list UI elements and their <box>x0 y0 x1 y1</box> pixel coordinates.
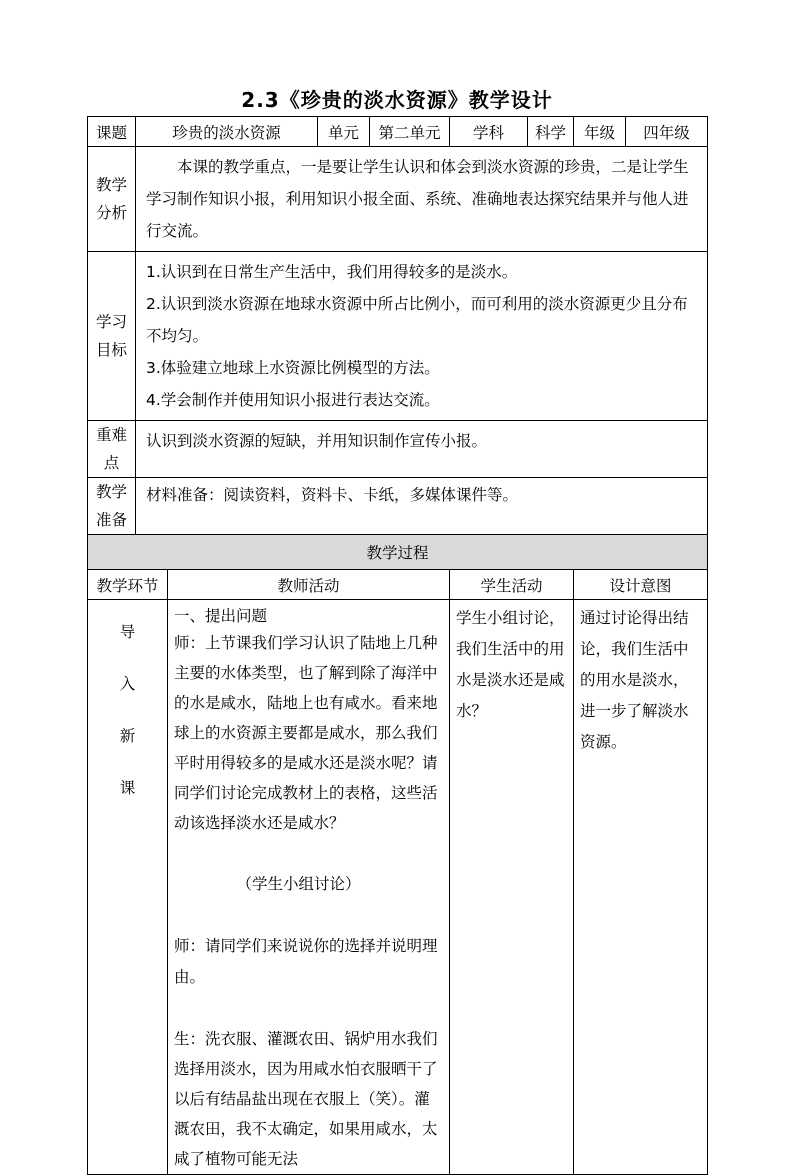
teacher-paragraph: 师：上节课我们学习认识了陆地上几种主要的水体类型，也了解到除了海洋中的水是咸水，陆地上也有咸水。看来地球上的水资源主要都是咸水，那么我们平时用得较多的是咸水还是淡水呢？请同学们讨论完成教材上的表格，这些活动该选择淡水还是咸水？ <box>174 634 438 832</box>
analysis-label-line2: 分析 <box>95 204 127 222</box>
preparation-label-line1: 教学 <box>95 483 127 501</box>
stage-char: 新 <box>119 727 136 745</box>
unit-value: 第二单元 <box>370 117 450 147</box>
preparation-text: 材料准备：阅读资料，资料卡、卡纸，多媒体课件等。 <box>136 478 708 535</box>
design-intent-cell: 通过讨论得出结论，我们生活中的用水是淡水，进一步了解淡水资源。 <box>574 600 708 1175</box>
unit-label: 单元 <box>318 117 370 147</box>
teacher-heading: 一、提出问题 <box>174 607 268 625</box>
process-header-stage: 教学环节 <box>88 570 168 600</box>
student-activity-cell: 学生小组讨论，我们生活中的用水是淡水还是咸水？ <box>450 600 574 1175</box>
stage-char: 入 <box>119 675 136 693</box>
subject-value: 科学 <box>528 117 574 147</box>
subject-label: 学科 <box>450 117 528 147</box>
goal-item: 4.学会制作并使用知识小报进行表达交流。 <box>146 391 440 409</box>
goals-label-line1: 学习 <box>95 313 127 331</box>
analysis-text: 本课的教学重点，一是要让学生认识和体会到淡水资源的珍贵，二是让学生学习制作知识小报，利用知识小报全面、系统、准确地表达探究结果并与他人进行交流。 <box>136 147 708 252</box>
goals-label <box>88 252 136 421</box>
process-header-teacher: 教师活动 <box>168 570 450 600</box>
process-header-student: 学生活动 <box>450 570 574 600</box>
key-points-label-line1: 重难 <box>95 426 127 444</box>
analysis-label <box>88 147 136 252</box>
document-title: 2.3《珍贵的淡水资源》教学设计 <box>241 88 553 112</box>
process-header-intent: 设计意图 <box>574 570 708 600</box>
goal-item: 2.认识到淡水资源在地球水资源中所占比例小，而可利用的淡水资源更少且分布不均匀。 <box>146 295 688 345</box>
stage-cell <box>88 600 168 1175</box>
lesson-plan-table <box>87 116 708 1175</box>
key-points-label-line2: 点 <box>103 454 120 472</box>
stage-char: 导 <box>119 623 136 641</box>
stage-char: 课 <box>119 779 136 797</box>
goal-item: 3.体验建立地球上水资源比例模型的方法。 <box>146 359 440 377</box>
key-points-text: 认识到淡水资源的短缺，并用知识制作宣传小报。 <box>136 421 708 478</box>
analysis-label-line1: 教学 <box>95 176 127 194</box>
goals-list <box>136 252 708 421</box>
course-label: 课题 <box>88 117 136 147</box>
goals-label-line2: 目标 <box>95 341 127 359</box>
preparation-label <box>88 478 136 535</box>
student-response: 生：洗衣服、灌溉农田、锅炉用水我们选择用淡水，因为用咸水怕衣服晒干了以后有结晶盐出现在衣服上（笑）。灌溉农田，我不太确定，如果用咸水，太咸了植物可能无法 <box>174 1030 438 1168</box>
teacher-discussion-note: （学生小组讨论） <box>236 875 361 893</box>
preparation-label-line2: 准备 <box>95 511 127 529</box>
goal-item: 1.认识到在日常生产生活中，我们用得较多的是淡水。 <box>146 263 518 281</box>
grade-value: 四年级 <box>626 117 708 147</box>
course-value: 珍贵的淡水资源 <box>136 117 318 147</box>
teacher-activity-cell <box>168 600 450 1175</box>
process-section-title: 教学过程 <box>88 535 708 570</box>
key-points-label <box>88 421 136 478</box>
teacher-paragraph: 师：请同学们来说说你的选择并说明理由。 <box>174 937 438 986</box>
grade-label: 年级 <box>574 117 626 147</box>
